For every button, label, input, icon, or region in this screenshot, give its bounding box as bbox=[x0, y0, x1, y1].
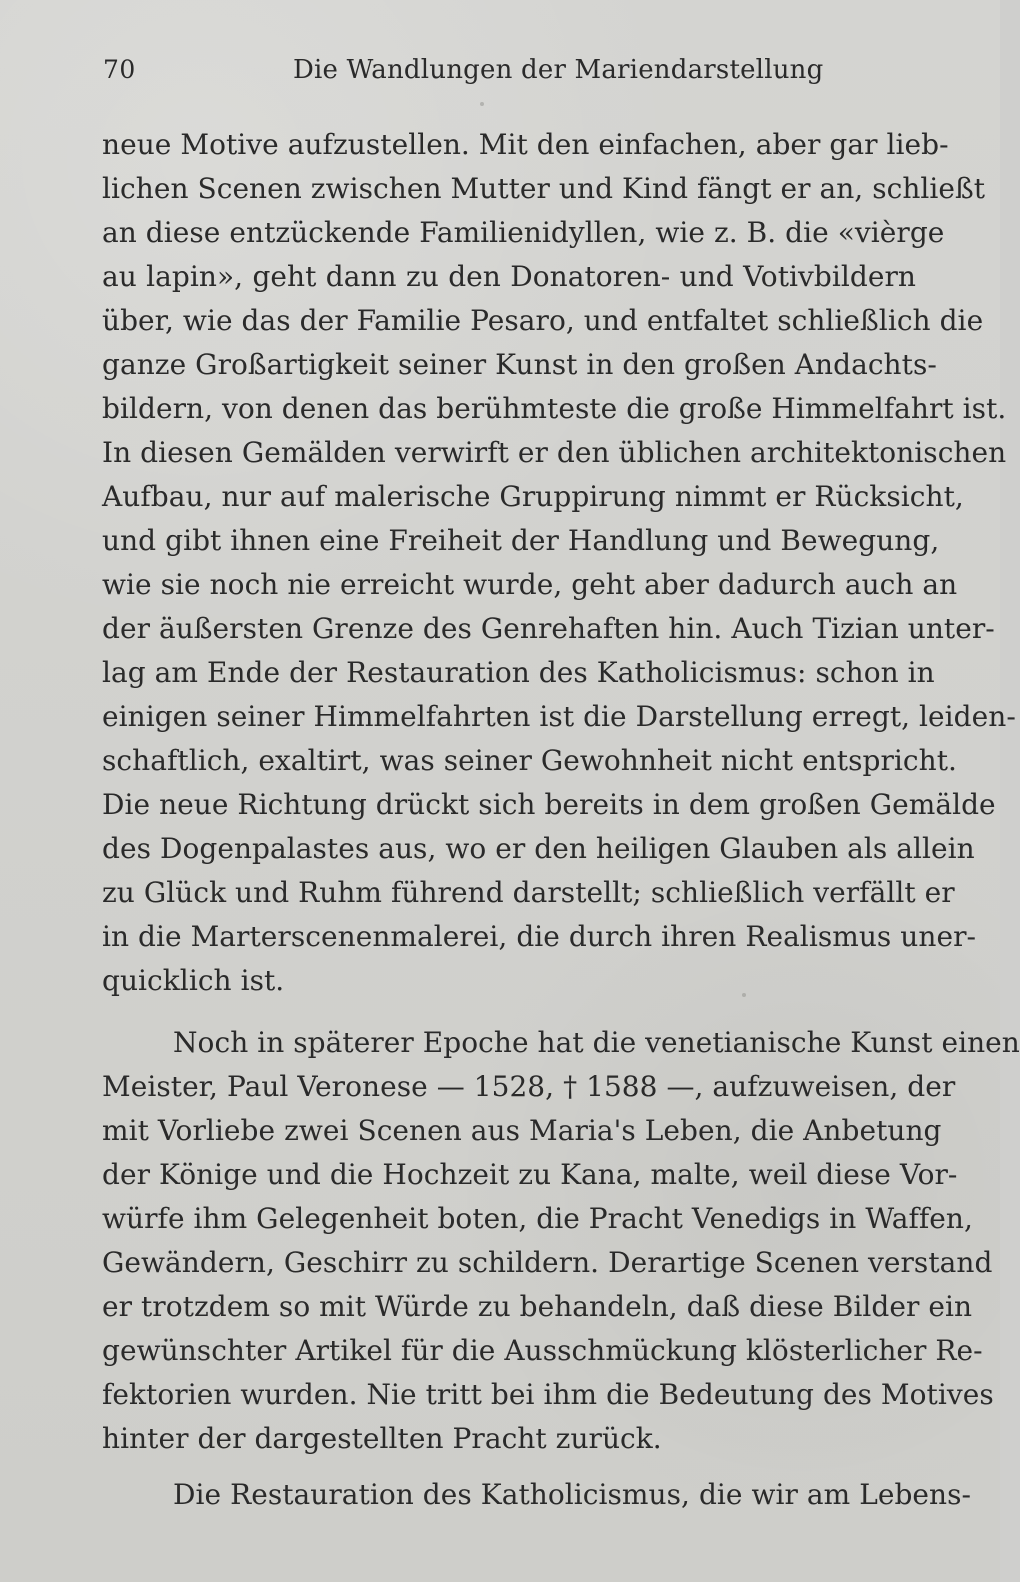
text-line: quicklich ist. bbox=[102, 964, 285, 997]
text-line: Noch in späterer Epoche hat die venetianische Kunst einen bbox=[173, 1026, 1020, 1059]
text-line: würfe ihm Gelegenheit boten, die Pracht Venedigs in Waffen, bbox=[102, 1202, 973, 1235]
page-number: 70 bbox=[103, 55, 136, 84]
text-line: der Könige und die Hochzeit zu Kana, malte, weil diese Vor- bbox=[102, 1158, 958, 1191]
text-line: an diese entzückende Familienidyllen, wie z. B. die «vièrge bbox=[102, 216, 945, 249]
text-line: des Dogenpalastes aus, wo er den heiligen Glauben als allein bbox=[102, 832, 975, 865]
text-line: zu Glück und Ruhm führend darstellt; schließlich verfällt er bbox=[102, 876, 955, 909]
text-line: Die Restauration des Katholicismus, die wir am Lebens- bbox=[173, 1478, 972, 1511]
text-line: bildern, von denen das berühmteste die große Himmelfahrt ist. bbox=[102, 392, 1007, 425]
text-line: einigen seiner Himmelfahrten ist die Darstellung erregt, leiden- bbox=[102, 700, 1016, 733]
text-line: In diesen Gemälden verwirft er den üblichen architektonischen bbox=[102, 436, 1007, 469]
text-line: mit Vorliebe zwei Scenen aus Maria's Leben, die Anbetung bbox=[102, 1114, 942, 1147]
text-line: Die neue Richtung drückt sich bereits in dem großen Gemälde bbox=[102, 788, 996, 821]
text-line: ganze Großartigkeit seiner Kunst in den großen Andachts- bbox=[102, 348, 937, 381]
text-line: schaftlich, exaltirt, was seiner Gewohnheit nicht entspricht. bbox=[102, 744, 957, 777]
body-text bbox=[102, 126, 1020, 1546]
text-line: lag am Ende der Restauration des Katholicismus: schon in bbox=[102, 656, 935, 689]
text-line: und gibt ihnen eine Freiheit der Handlung und Bewegung, bbox=[102, 524, 940, 557]
text-line: der äußersten Grenze des Genrehaften hin. Auch Tizian unter- bbox=[102, 612, 995, 645]
text-line: gewünschter Artikel für die Ausschmückung klösterlicher Re- bbox=[102, 1334, 983, 1367]
header-title: Die Wandlungen der Mariendarstellung bbox=[293, 55, 824, 85]
text-line: wie sie noch nie erreicht wurde, geht aber dadurch auch an bbox=[102, 568, 958, 601]
text-line: fektorien wurden. Nie tritt bei ihm die Bedeutung des Motives bbox=[102, 1378, 994, 1411]
paper-speck bbox=[480, 102, 484, 106]
text-line: neue Motive aufzustellen. Mit den einfachen, aber gar lieb- bbox=[102, 128, 949, 161]
running-head bbox=[103, 57, 916, 91]
text-line: lichen Scenen zwischen Mutter und Kind fängt er an, schließt bbox=[102, 172, 986, 205]
text-line: in die Marterscenenmalerei, die durch ihren Realismus uner- bbox=[102, 920, 977, 953]
text-line: Gewändern, Geschirr zu schildern. Derartige Scenen verstand bbox=[102, 1246, 993, 1279]
text-line: au lapin», geht dann zu den Donatoren- und Votivbildern bbox=[102, 260, 916, 293]
text-line: er trotzdem so mit Würde zu behandeln, daß diese Bilder ein bbox=[102, 1290, 973, 1323]
text-line: Aufbau, nur auf malerische Gruppirung nimmt er Rücksicht, bbox=[102, 480, 964, 513]
text-line: hinter der dargestellten Pracht zurück. bbox=[102, 1422, 662, 1455]
text-line: über, wie das der Familie Pesaro, und entfaltet schließlich die bbox=[102, 304, 984, 337]
text-line: Meister, Paul Veronese — 1528, † 1588 —, aufzuweisen, der bbox=[102, 1070, 956, 1103]
